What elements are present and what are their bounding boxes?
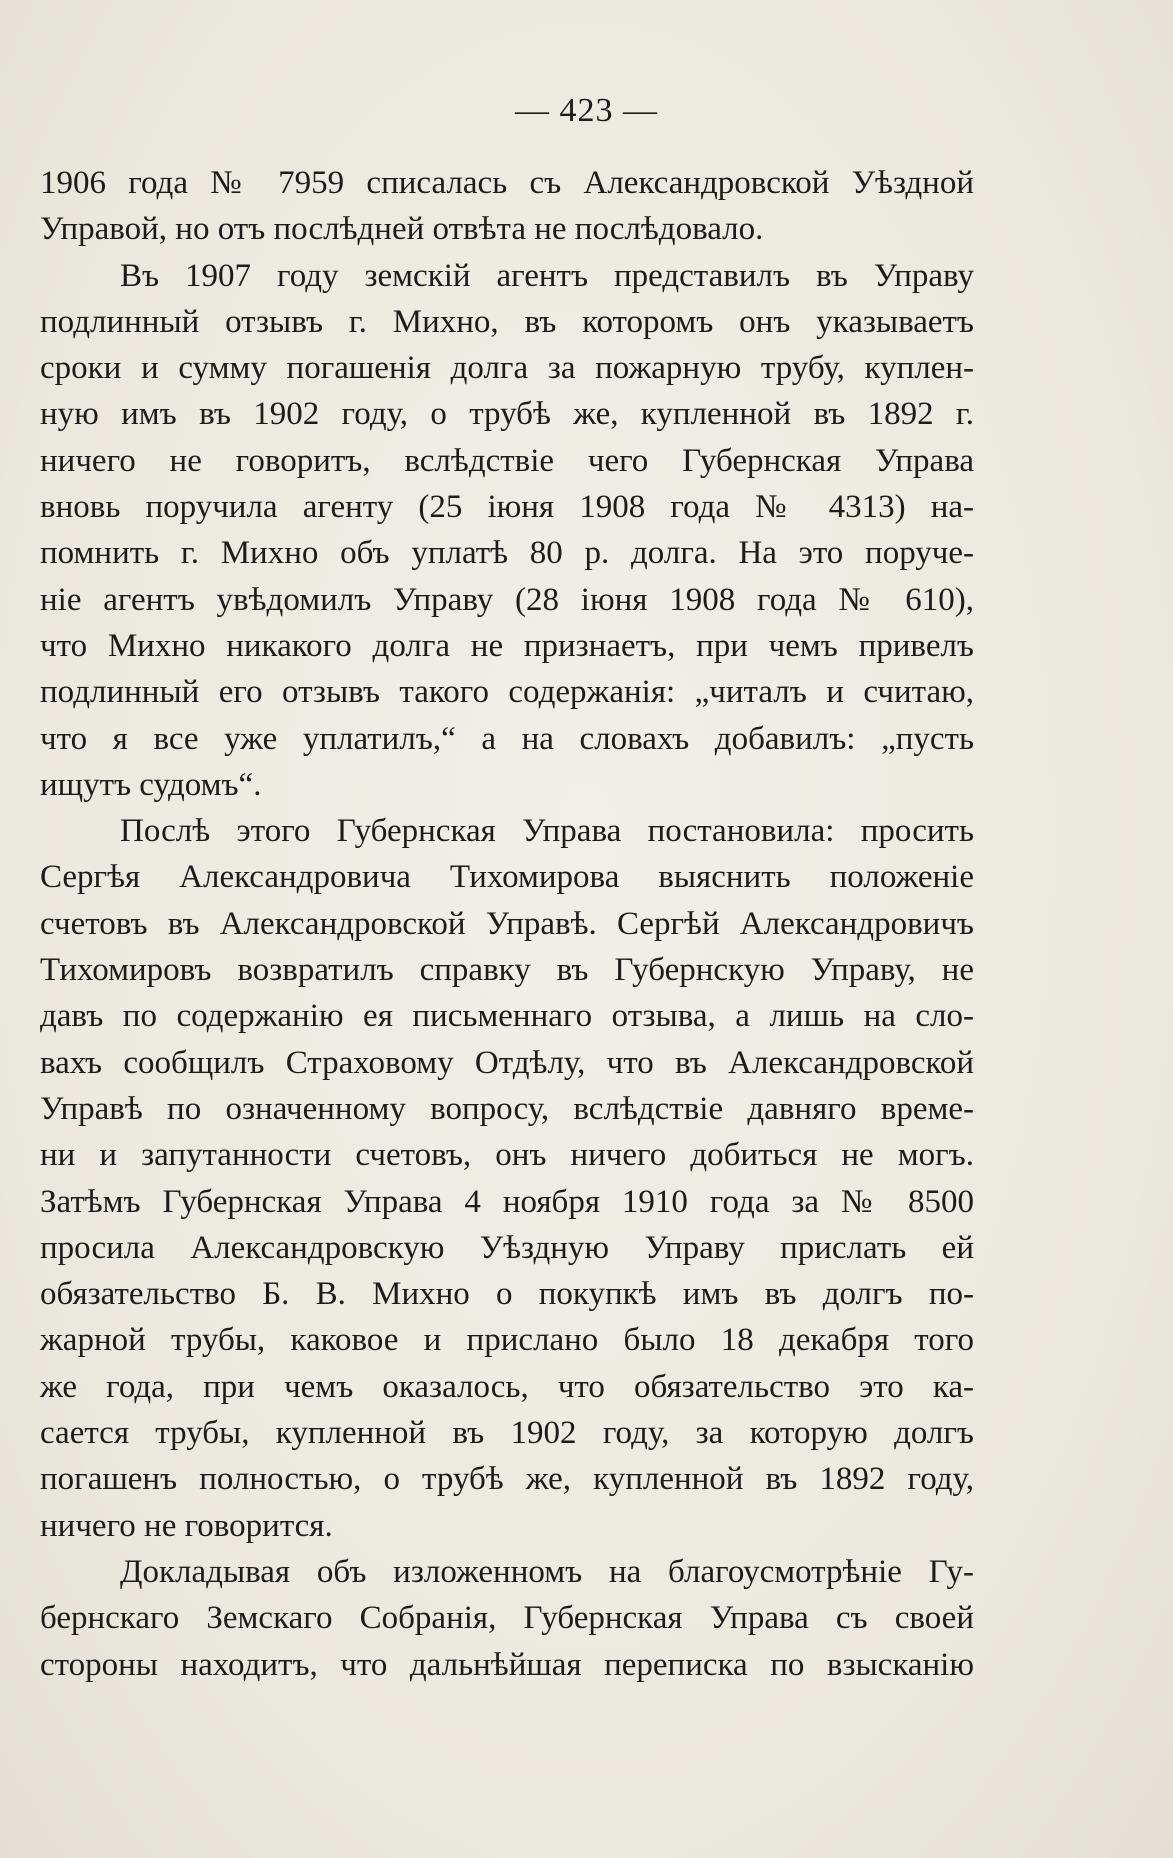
text-line: сроки и сумму погашенія долга за пожарную трубу, куплен- bbox=[40, 350, 974, 387]
text-line: Докладывая объ изложенномъ на благоусмотрѣніе Гу- bbox=[120, 1553, 974, 1590]
text-line: просила Александровскую Уѣздную Управу прислать ей bbox=[40, 1229, 974, 1266]
text-line: что я все уже уплатилъ,“ а на словахъ добавилъ: „пусть bbox=[40, 720, 974, 757]
text-line: ніе агентъ увѣдомилъ Управу (28 іюня 1908 года № 610), bbox=[40, 581, 974, 618]
text-line: что Михно никакого долга не признаетъ, при чемъ привелъ bbox=[40, 627, 974, 664]
text-line: 1906 года № 7959 списалась съ Александровской Уѣздной bbox=[40, 165, 974, 201]
text-line: погашенъ полностью, о трубѣ же, купленной въ 1892 году, bbox=[40, 1461, 974, 1498]
text-line: Въ 1907 году земскій агентъ представилъ въ Управу bbox=[120, 257, 974, 294]
text-line: ищутъ судомъ“. bbox=[40, 766, 262, 803]
text-line: Затѣмъ Губернская Управа 4 ноября 1910 года за № 8500 bbox=[40, 1183, 974, 1220]
text-line: же года, при чемъ оказалось, что обязательство это ка- bbox=[40, 1368, 974, 1405]
text-line: счетовъ въ Александровской Управѣ. Сергѣй Александровичъ bbox=[40, 905, 974, 942]
text-line: стороны находитъ, что дальнѣйшая переписка по взысканію bbox=[40, 1646, 974, 1683]
text-line: помнить г. Михно объ уплатѣ 80 р. долга. На это поруче- bbox=[40, 535, 974, 572]
paragraph bbox=[40, 808, 974, 1549]
text-line: обязательство Б. В. Михно о покупкѣ имъ въ долгъ по- bbox=[40, 1276, 974, 1313]
text-line: Тихомировъ возвратилъ справку въ Губернскую Управу, не bbox=[40, 952, 974, 989]
paragraph bbox=[40, 1549, 974, 1688]
text-line: ничего не говорится. bbox=[40, 1507, 333, 1544]
text-line: подлинный его отзывъ такого содержанія: „читалъ и считаю, bbox=[40, 674, 974, 711]
text-line: подлинный отзывъ г. Михно, въ которомъ онъ указываетъ bbox=[40, 303, 974, 340]
text-line: давъ по содержанію ея письменнаго отзыва, а лишь на сло- bbox=[40, 998, 974, 1035]
text-line: Управой, но отъ послѣдней отвѣта не послѣдовало. bbox=[40, 211, 764, 248]
text-line: Сергѣя Александровича Тихомирова выяснить положеніе bbox=[40, 859, 974, 896]
page-number: — 423 — bbox=[515, 92, 658, 129]
text-line: вновь поручила агенту (25 іюня 1908 года № 4313) на- bbox=[40, 489, 974, 526]
text-line: жарной трубы, каковое и прислано было 18 декабря того bbox=[40, 1322, 974, 1359]
text-line: ничего не говоритъ, вслѣдствіе чего Губернская Управа bbox=[40, 442, 974, 479]
paragraph bbox=[40, 253, 974, 809]
text-line: ную имъ въ 1902 году, о трубѣ же, купленной въ 1892 г. bbox=[40, 396, 974, 433]
text-line: ни и запутанности счетовъ, онъ ничего добиться не могъ. bbox=[40, 1137, 974, 1174]
text-line: бернскаго Земскаго Собранія, Губернская Управа съ своей bbox=[40, 1600, 974, 1637]
text-line: вахъ сообщилъ Страховому Отдѣлу, что въ Александровской bbox=[40, 1044, 974, 1081]
paragraph bbox=[40, 160, 974, 253]
text-line: сается трубы, купленной въ 1902 году, за которую долгъ bbox=[40, 1415, 974, 1452]
text-line: Послѣ этого Губернская Управа постановила: просить bbox=[120, 813, 974, 850]
body-text bbox=[40, 160, 974, 1688]
text-line: Управѣ по означенному вопросу, вслѣдствіе давняго време- bbox=[40, 1090, 974, 1127]
